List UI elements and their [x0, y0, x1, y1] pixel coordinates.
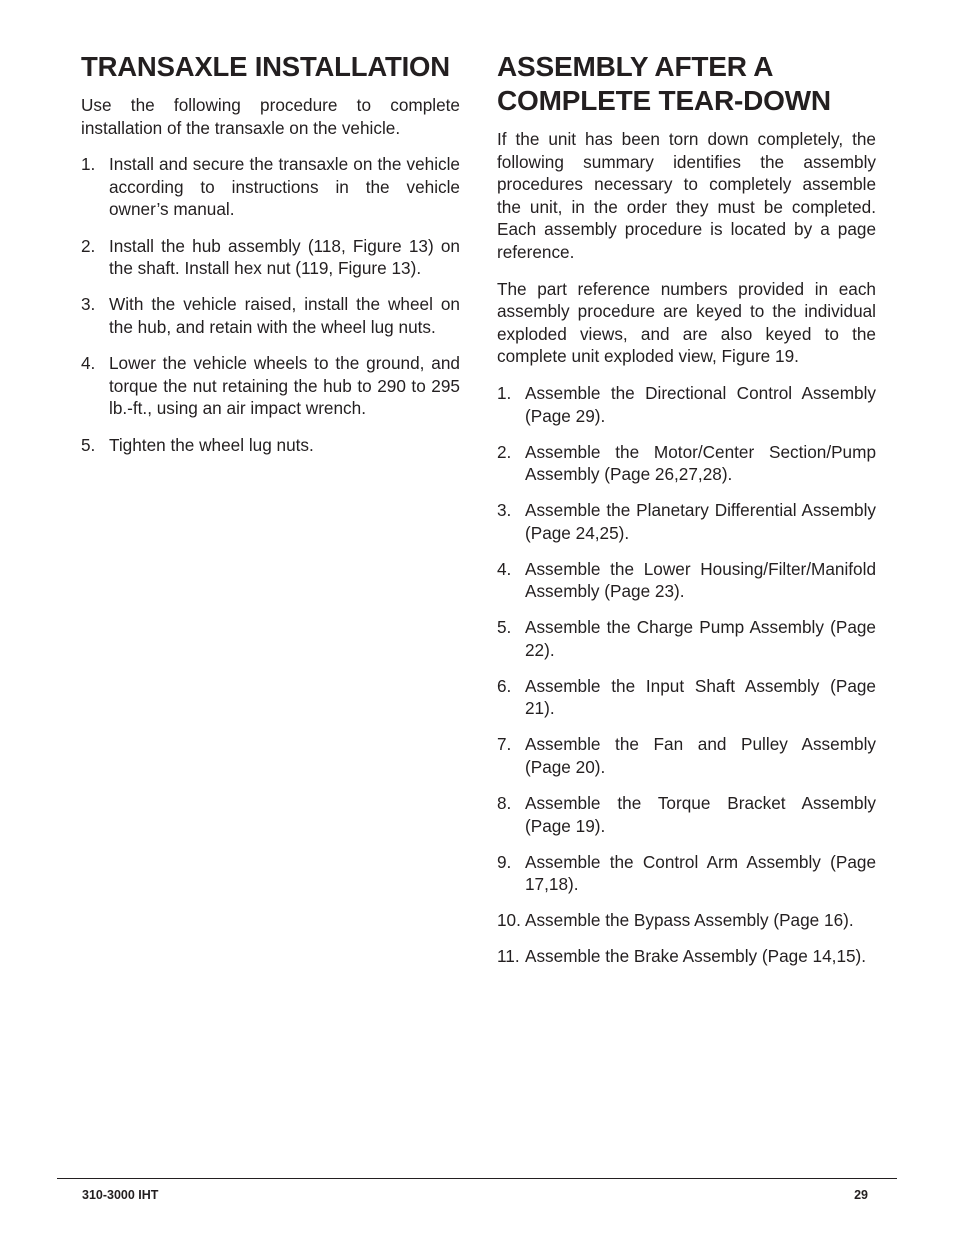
list-item — [81, 434, 460, 457]
list-item — [497, 499, 876, 544]
step-text: Assemble the Bypass Assembly (Page 16). — [525, 910, 854, 931]
assembly-reference-paragraph: The part reference numbers provided in each assembly procedure are keyed to the individual exploded views, and are also keyed to the complete unit exploded view, Figure 19. — [497, 278, 876, 367]
step-number: 4. — [81, 353, 96, 374]
step-text: Assemble the Torque Bracket Assembly (Page 19). — [525, 792, 876, 836]
list-item — [497, 945, 876, 968]
list-item — [497, 792, 876, 837]
assembly-intro-paragraph: If the unit has been torn down completely, the following summary identifies the assembly procedures necessary to completely assemble the unit, in the order they must be completed. Each assembly procedure is located by a page reference. — [497, 129, 876, 262]
list-item — [497, 675, 876, 720]
step-number: 8. — [497, 792, 512, 813]
transaxle-installation-heading: TRANSAXLE INSTALLATION — [81, 51, 450, 82]
step-text: Lower the vehicle wheels to the ground, and torque the nut retaining the hub to 290 to 295 lb.-ft., using an air impact wrench. — [109, 353, 460, 419]
list-item — [497, 441, 876, 486]
step-text: Assemble the Input Shaft Assembly (Page 21). — [525, 675, 876, 719]
footer-doc-number: 310-3000 IHT — [82, 1188, 159, 1202]
list-item — [81, 293, 460, 338]
assembly-heading-line1: ASSEMBLY AFTER A — [497, 51, 774, 82]
step-number: 2. — [497, 441, 512, 462]
step-number: 11. — [497, 946, 520, 967]
step-text: With the vehicle raised, install the wheel on the hub, and retain with the wheel lug nuts. — [109, 294, 460, 337]
step-text: Tighten the wheel lug nuts. — [109, 434, 314, 455]
step-number: 3. — [497, 500, 512, 521]
list-item — [81, 153, 460, 221]
step-text: Assemble the Planetary Differential Assembly (Page 24,25). — [525, 500, 876, 543]
step-text: Assemble the Fan and Pulley Assembly (Page 20). — [525, 734, 876, 777]
left-column — [81, 50, 460, 470]
list-item — [81, 235, 460, 280]
step-number: 6. — [497, 675, 512, 696]
assembly-heading — [497, 50, 876, 118]
step-number: 9. — [497, 851, 512, 872]
step-number: 4. — [497, 558, 512, 579]
list-item — [497, 382, 876, 427]
transaxle-intro-paragraph: Use the following procedure to complete installation of the transaxle on the vehicle. — [81, 95, 460, 138]
list-item — [497, 733, 876, 778]
assembly-heading-line2: COMPLETE TEAR-DOWN — [497, 85, 831, 116]
step-text: Assemble the Directional Control Assembly (Page 29). — [525, 382, 876, 426]
step-text: Assemble the Lower Housing/Filter/Manifold Assembly (Page 23). — [525, 558, 876, 602]
step-number: 1. — [497, 382, 512, 403]
step-text: Install the hub assembly (118, Figure 13) on the shaft. Install hex nut (119, Figure 13). — [109, 235, 460, 279]
step-text: Install and secure the transaxle on the vehicle according to instructions in the vehicle owner’s manual. — [109, 154, 460, 220]
right-column — [497, 50, 876, 981]
step-number: 7. — [497, 734, 512, 755]
step-number: 5. — [81, 434, 96, 455]
list-item — [81, 352, 460, 420]
step-number: 10. — [497, 910, 521, 931]
list-item — [497, 909, 876, 932]
list-item — [497, 851, 876, 896]
step-text: Assemble the Control Arm Assembly (Page 17,18). — [525, 851, 876, 895]
step-number: 1. — [81, 154, 96, 175]
list-item — [497, 616, 876, 661]
footer-divider — [57, 1178, 897, 1179]
step-number: 5. — [497, 617, 512, 638]
step-number: 2. — [81, 235, 96, 256]
step-number: 3. — [81, 294, 96, 315]
step-text: Assemble the Motor/Center Section/Pump Assembly (Page 26,27,28). — [525, 441, 876, 485]
transaxle-steps-list — [81, 153, 460, 456]
assembly-steps-list — [497, 382, 876, 968]
list-item — [497, 558, 876, 603]
step-text: Assemble the Charge Pump Assembly (Page 22). — [525, 617, 876, 660]
footer-page-number: 29 — [854, 1188, 868, 1202]
step-text: Assemble the Brake Assembly (Page 14,15). — [525, 946, 867, 967]
